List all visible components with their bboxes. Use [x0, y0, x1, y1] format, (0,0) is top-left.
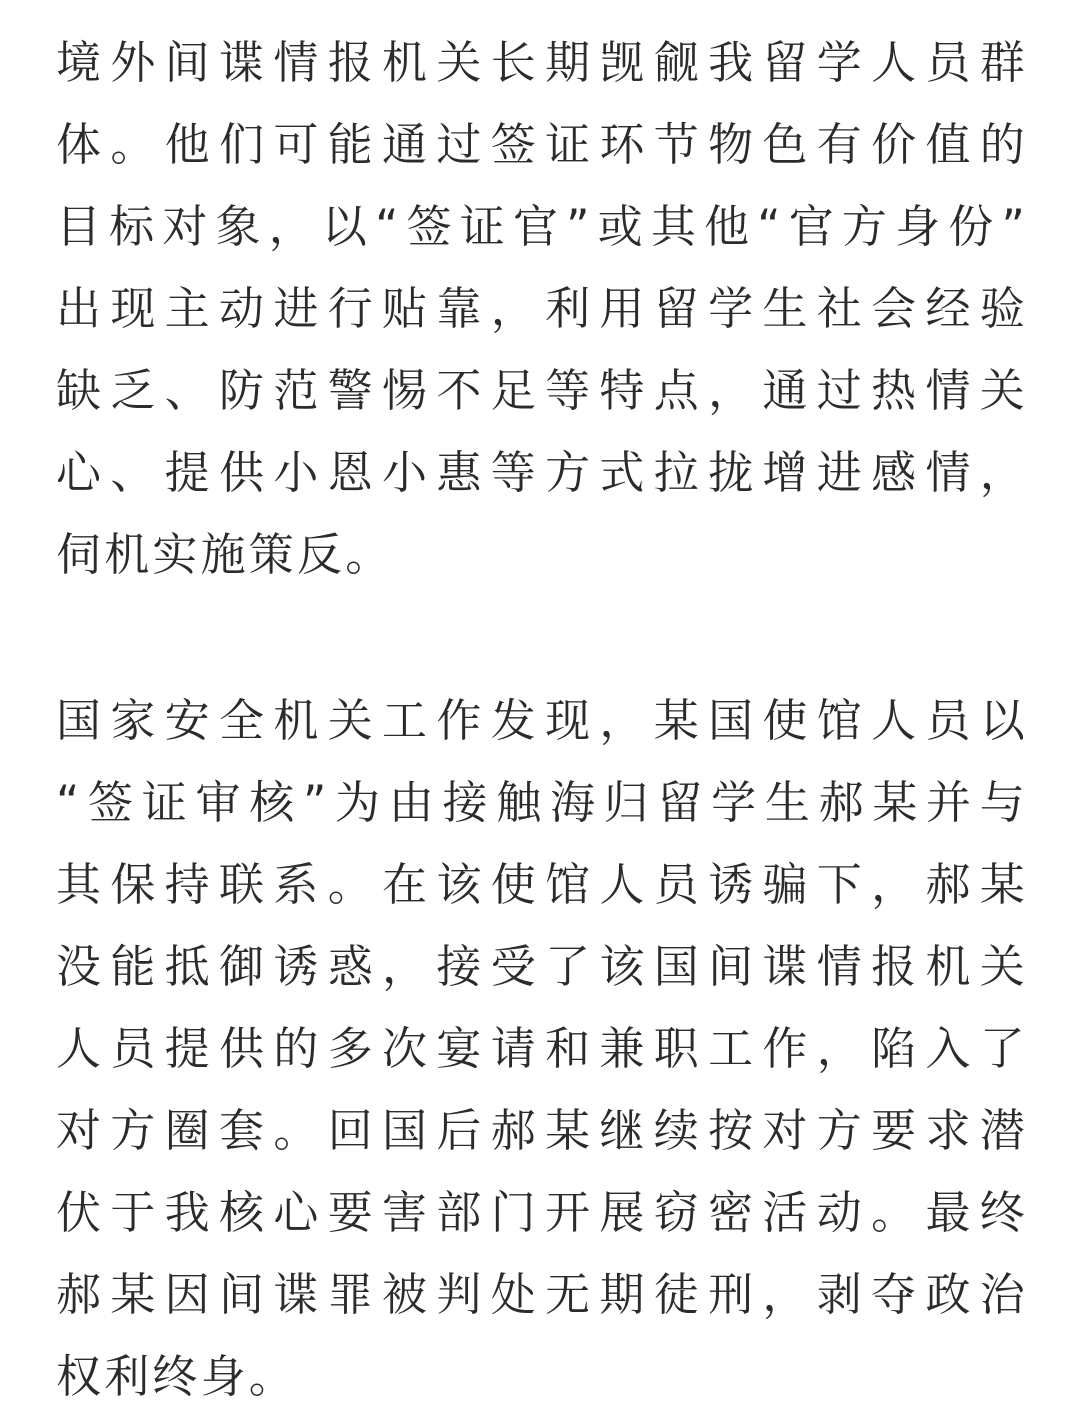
text-line: 体。他们可能通过签证环节物色有价值的	[56, 118, 1028, 171]
text-line: 心、提供小恩小惠等方式拉拢增进感情，	[56, 446, 1028, 499]
text-line: 伏于我核心要害部门开展窃密活动。最终	[56, 1186, 1028, 1239]
text-line: “签证审核”为由接触海归留学生郝某并与	[56, 776, 1028, 829]
text-line: 境外间谍情报机关长期觊觎我留学人员群	[56, 36, 1028, 89]
text-line: 其保持联系。在该使馆人员诱骗下，郝某	[56, 858, 1028, 911]
paragraph-1	[56, 22, 1028, 596]
paragraph-spacer	[56, 596, 1028, 680]
text-line: 权利终身。	[56, 1350, 298, 1403]
article-body	[56, 22, 1028, 1418]
text-line: 缺乏、防范警惕不足等特点，通过热情关	[56, 364, 1028, 417]
text-line: 目标对象，以“签证官”或其他“官方身份”	[56, 200, 1028, 253]
text-line: 郝某因间谍罪被判处无期徒刑，剥夺政治	[56, 1268, 1028, 1321]
text-line: 出现主动进行贴靠，利用留学生社会经验	[56, 282, 1028, 335]
text-line: 人员提供的多次宴请和兼职工作，陷入了	[56, 1022, 1028, 1075]
text-line: 国家安全机关工作发现，某国使馆人员以	[56, 694, 1028, 747]
text-line: 对方圈套。回国后郝某继续按对方要求潜	[56, 1104, 1028, 1157]
text-line: 伺机实施策反。	[56, 528, 394, 581]
paragraph-2	[56, 680, 1028, 1418]
text-line: 没能抵御诱惑，接受了该国间谍情报机关	[56, 940, 1028, 993]
